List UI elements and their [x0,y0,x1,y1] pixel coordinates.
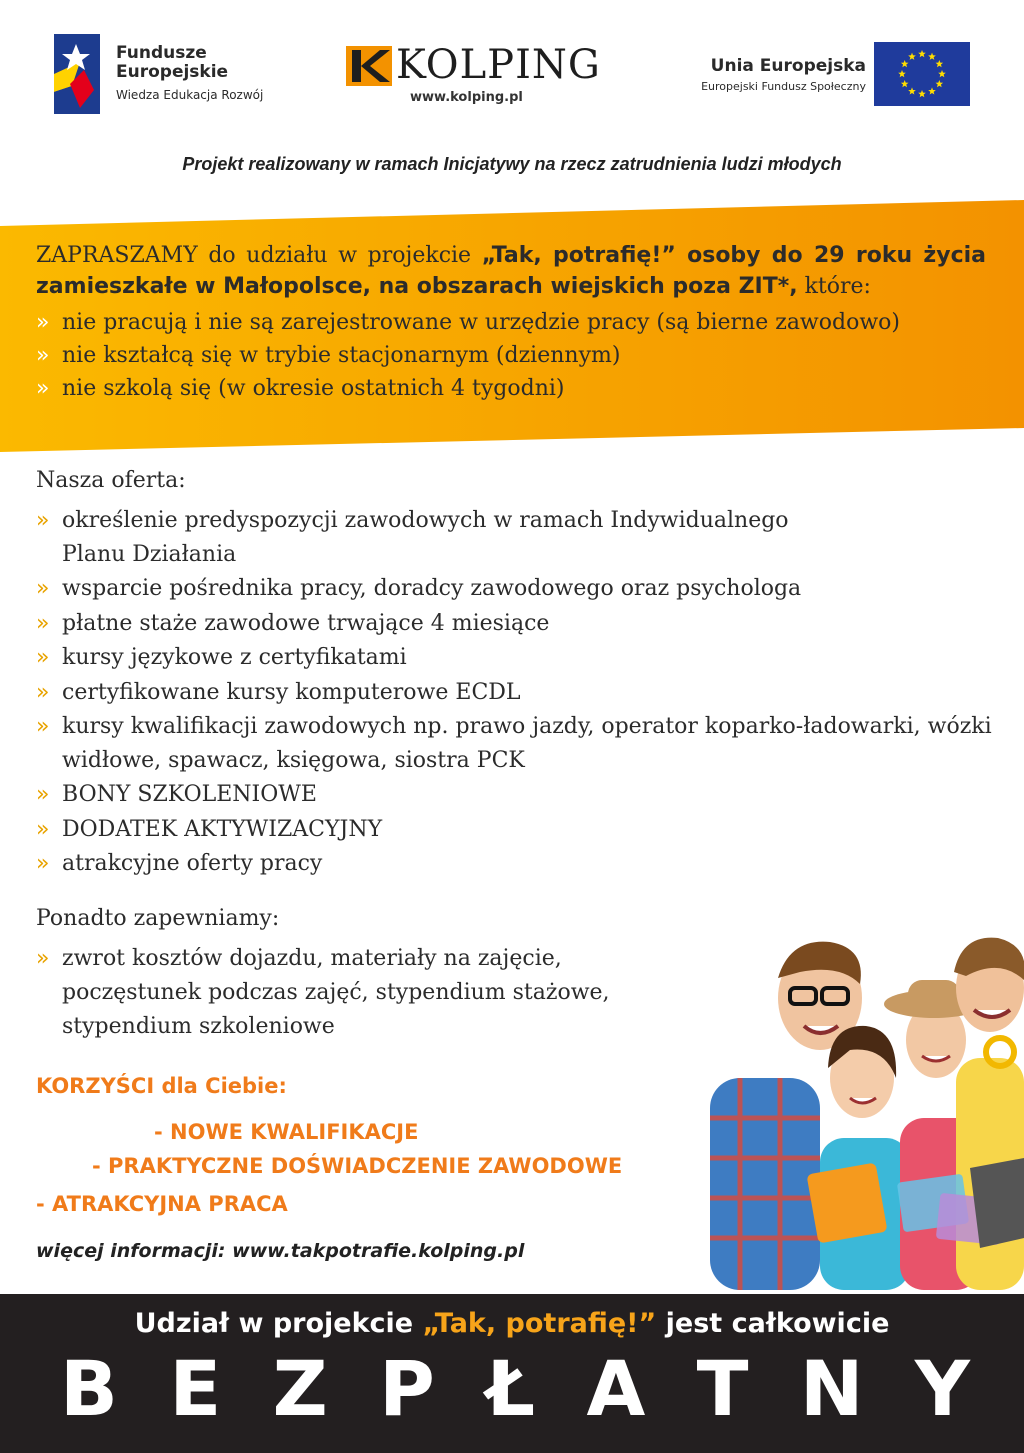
bullet-icon: » [36,946,50,971]
offer-text: kursy językowe z certyfikatami [62,645,407,670]
bullet-icon: » [36,343,50,368]
free-letter: B [60,1344,118,1433]
invite-tail: które: [797,274,871,299]
benefit-line: - NOWE KWALIFIKACJE [154,1120,419,1144]
offer-text: DODATEK AKTYWIZACYJNY [62,816,383,842]
bullet-icon: » [36,782,50,807]
extra-text: zwrot kosztów dojazdu, materiały na zajęcie, poczęstunek podczas zajęć, stypendium stażowe, stypendium szkoleniowe [62,946,610,1039]
footer-tail: jest całkowicie [656,1308,890,1339]
invite-block [36,240,986,405]
offer-title: Nasza oferta: [36,468,186,493]
criteria-text: nie kształcą się w trybie stacjonarnym (dziennym) [62,343,621,368]
invite-lead: ZAPRASZAMY do udziału w projekcie [36,243,482,268]
unia-europejska-logo [660,42,970,108]
list-item [36,641,996,676]
eu-flag-icon [874,42,970,106]
offer-text: BONY SZKOLENIOWE [62,782,317,807]
list-item [36,607,996,642]
list-item [36,676,996,711]
free-letter: Ł [486,1344,536,1433]
kolping-url[interactable]: www.kolping.pl [410,90,523,105]
list-item [36,339,986,372]
free-letter: T [696,1344,749,1433]
list-item [36,942,656,1044]
list-item [36,306,986,339]
fundusze-europejskie-logo [54,34,294,114]
kolping-k-icon [346,46,392,86]
invite-bold: „Tak, potrafię!” osoby do 29 roku życia zamieszkałe w Małopolsce, na obszarach wiejskich poza ZIT*, [36,243,986,299]
offer-text: wsparcie pośrednika pracy, doradcy zawodowego oraz psychologa [62,576,802,601]
extra-list [36,942,676,1044]
fundusze-europejskie-flag-icon [54,34,100,114]
free-letter: A [586,1344,646,1433]
young-people-photo [700,928,1024,1290]
list-item [36,372,986,405]
more-info-link[interactable]: więcej informacji: www.takpotrafie.kolping.pl [36,1240,525,1262]
bullet-icon: » [36,610,50,636]
fe-title-line2: Europejskie [116,62,229,82]
bullet-icon: » [36,816,50,842]
footer-highlight: „Tak, potrafię!” [422,1308,657,1339]
invite-criteria-list [36,306,986,405]
bullet-icon: » [36,310,50,335]
bullet-icon: » [36,508,50,533]
bullet-icon: » [36,714,50,739]
offer-text: certyfikowane kursy komputerowe ECDL [62,679,521,705]
kolping-logo [346,40,601,110]
offer-text: określenie predyspozycji zawodowych w ramach Indywidualnego Planu Działania [62,508,789,567]
bullet-icon: » [36,376,50,401]
list-item [36,572,996,607]
list-item [36,778,996,813]
free-letter: P [379,1344,435,1433]
list-item [36,847,996,882]
criteria-text: nie szkolą się (w okresie ostatnich 4 tygodni) [62,376,565,401]
benefit-line: - ATRAKCYJNA PRACA [36,1192,288,1216]
footer-lead: Udział w projekcie [134,1308,423,1339]
list-item [36,813,996,848]
offer-text: atrakcyjne oferty pracy [62,851,323,876]
bullet-icon: » [36,576,50,601]
kolping-wordmark: KOLPING [396,42,601,88]
list-item [36,504,856,572]
offer-section [36,466,996,882]
offer-text: płatne staże zawodowe trwające 4 miesiące [62,610,550,636]
free-letter: E [169,1344,222,1433]
list-item [36,710,996,778]
eu-title: Unia Europejska [710,56,866,76]
criteria-text: nie pracują i nie są zarejestrowane w urzędzie pracy (są bierne zawodowo) [62,310,900,335]
bullet-icon: » [36,851,50,876]
bullet-icon: » [36,679,50,705]
free-word [60,1344,970,1433]
project-line: Projekt realizowany w ramach Inicjatywy na rzecz zatrudnienia ludzi młodych [182,154,842,174]
extra-section [36,904,676,1044]
bullet-icon: » [36,645,50,670]
offer-text: kursy kwalifikacji zawodowych np. prawo jazdy, operator koparko-ładowarki, wózki widłowe, spawacz, księgowa, siostra PCK [62,714,992,773]
fe-subtitle: Wiedza Edukacja Rozwój [116,88,264,102]
footer-bar [0,1294,1024,1453]
extra-title: Ponadto zapewniamy: [36,906,280,931]
free-letter: Y [914,1344,970,1433]
free-letter: N [799,1344,864,1433]
free-letter: Z [272,1344,328,1433]
invite-text [36,240,986,302]
footer-line [0,1308,1024,1339]
fe-title-line1: Fundusze [116,43,207,63]
offer-list [36,504,996,882]
benefits-title: KORZYŚCI dla Ciebie: [36,1074,287,1098]
benefit-line: - PRAKTYCZNE DOŚWIADCZENIE ZAWODOWE [92,1154,623,1178]
eu-subtitle: Europejski Fundusz Społeczny [701,80,866,93]
